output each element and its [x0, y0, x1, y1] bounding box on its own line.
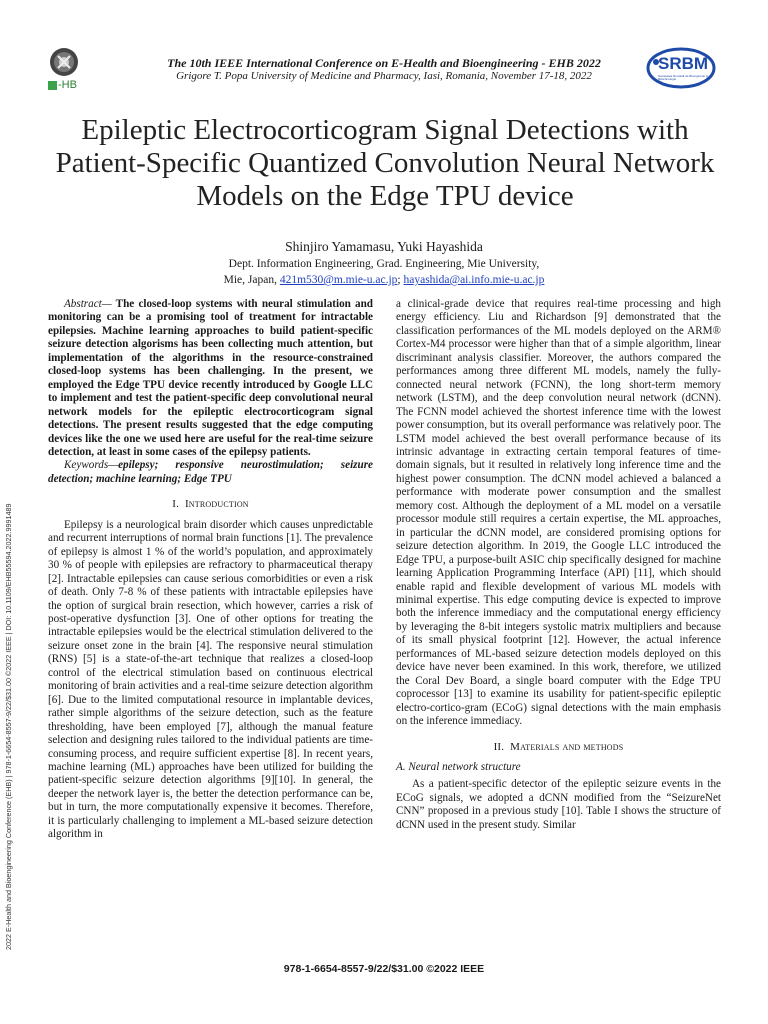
ehb-conference-logo [44, 44, 92, 96]
section-title: Materials and methods [510, 740, 624, 753]
section-heading-methods [396, 741, 721, 754]
email-link-1[interactable]: 421m530@m.mie-u.ac.jp [279, 274, 398, 286]
abstract-text: The closed-loop systems with neural stimulation and monitoring can be a promising tool of treatment for intractable epilepsies. Machine learning approaches to build patient-specific seizure detection algorisms has been collecting much attention, but implementation of the algorithms in the resource-constrained closed-loop systems has been challenging. In the present, we employed the Edge TPU device recently introduced by Google LLC to implement and test the patient-specific deep convolutional neural network models for the epileptic electrocorticogram signal detections. The present results suggested that the edge computing devices like the one we used here are useful for the real-time seizure detection, at least in some cases of the epilepsy patients. [48, 298, 373, 458]
abstract-lead: Abstract— [64, 298, 112, 310]
paper-authors: Shinjiro Yamamasu, Yuki Hayashida [285, 239, 483, 254]
subsection-heading: A. Neural network structure [396, 760, 521, 773]
conference-venue: Grigore T. Popa University of Medicine and Pharmacy, Iasi, Romania, November 17-18, 2022 [176, 70, 592, 82]
side-doi-text: 2022 E-Health and Bioengineering Conference (EHB) | 978-1-6654-8557-9/22/$31.00 ©2022 IEEE | DOI: 10.1109/EHB55594.2022.9991489 [4, 503, 13, 950]
keywords [48, 459, 373, 486]
section-heading-introduction [48, 498, 373, 511]
section-title: Introduction [184, 498, 249, 511]
email-link-2[interactable]: hayashida@ai.info.mie-u.ac.jp [403, 274, 545, 286]
abstract [48, 298, 373, 459]
right-column [396, 298, 721, 832]
intro-paragraph: Epilepsy is a neurological brain disorder which causes unpredictable and recurrent interruptions of normal brain functions [1]. The prevalence of epilepsy is almost 1 % of the world’s population, and approximately 30 % of people with epilepsies are refractory to pharmaceutical therapy [2]. Intractable epilepsies can cause serious comorbidities or even a risk of death. Only 7-8 % of these patients with intractable epilepsies have the option of surgical brain resection, which however, carries a risk of post-operative dysfunction [3]. One of other options for treating the intractable epilepsies would be the electrical stimulation delivered to the seizure onset zone in the brain [4]. The responsive neural stimulation (RNS) [5] is a state-of-the-art technique that realizes a closed-loop control of the electrical stimulation based on continuous electrical monitoring of brain activities and a real-time seizure detection algorithm [6]. Due to the limited computational resource in implantable devices, rather simple algorithms of the seizure detection, such as the feature thresholding, have been employed [7], although the manual feature selection and designing rules tailored to the individual patients are time-consuming process, and require sufficient expertise [8]. In recent years, machine learning (ML) approaches have been utilized for building the patient-specific seizure detection algorithms [9][10]. In general, the deeper the network layer is, the better the detection performance can be, but in turn, the more computationally expensive it becomes. Therefore, it is particularly challenging to implement a ML-based seizure detection algorithm in [48, 518, 373, 841]
affiliation-location: Mie, Japan, [223, 274, 280, 286]
affiliation-line2 [100, 272, 668, 288]
keywords-text: epilepsy; responsive neurostimulation; seizure detection; machine learning; Edge TPU [48, 459, 373, 485]
conference-name: The 10th IEEE International Conference on E-Health and Bioengineering - EHB 2022 [167, 56, 601, 70]
keywords-lead: Keywords— [64, 459, 119, 472]
ehb-logo-text: -HB [58, 79, 77, 91]
affiliation-line1: Dept. Information Engineering, Grad. Engineering, Mie University, [228, 258, 540, 270]
author-affiliation [100, 256, 668, 288]
email-separator: ; [397, 274, 404, 286]
section-number: I. [172, 498, 180, 511]
page-footer: 978-1-6654-8557-9/22/$31.00 ©2022 IEEE [283, 963, 485, 975]
section-number: II. [493, 740, 505, 753]
srbm-logo-subtext: Societatea Română de Bioinginerie și Biotehnologie [658, 74, 709, 81]
paper-title: Epileptic Electrocorticogram Signal Detections with Patient-Specific Quantized Convolution Neural Network Models on the Edge TPU device [55, 114, 715, 212]
intro-paragraph-continued: a clinical-grade device that requires real-time processing and high energy efficiency. Liu and Richardson [9] demonstrated that the classification performances of the ML models deployed on the ARM® Cortex-M4 processor were higher than that of a simple algorithm, linear discriminant analysis classifier. Moreover, the authors compared the performances among three different ML models, namely the fully-connected neural network (FCNN), the long short-term memory network (LSTM), and the deep convolution neural network (dCNN). The FCNN model achieved the shortest inference time with the lowest power consumption, but its overall performance was relatively poor. The LSTM model achieved the best overall performance because of its intrinsic advantage in extracting certain temporal features of time-domain signals, but it resulted in relatively long inference time and the highest power consumption. The dCNN model achieved a balanced a performance with moderate power consumption and the smallest memory cost. Although the deployment of a ML model on a versatile processor module still requires a certain expertise, the ML approaches, in particular the dCNN model, are considered promising options for seizure detection algorithm. In 2019, the Google LLC introduced the Edge TPU, a purpose-built ASIC chip specifically designed for machine learning Application Programming Interface (API) [11], which should enable rapid and flexible development of various ML models with minimal expertise. This edge computing device is expected to improve both the inference immediacy and the computational energy efficiency by leveraging the 8-bit integers systolic matrix multipliers and because of its small physical footprint [12]. However, the actual inference performances of ML-based seizure detection models deployed on this device have never been examined. In this work, therefore, we utilized the Coral Dev Board, a single board computer with the Edge TPU coprocessor [13] to examine its usability for patient-specific epileptic electro-cortico-gram (ECoG) signal detections with the main emphasis on the inference immediacy. [396, 298, 721, 728]
srbm-logo-text: SRBM [658, 54, 709, 73]
left-column [48, 298, 373, 842]
srbm-logo [644, 46, 718, 94]
methods-paragraph: As a patient-specific detector of the epileptic seizure events in the ECoG signals, we adopted a dCNN modified from the “SeizureNet CNN” proposed in a previous study [10]. Table I shows the structure of dCNN used in the present study. Similar [396, 778, 721, 831]
